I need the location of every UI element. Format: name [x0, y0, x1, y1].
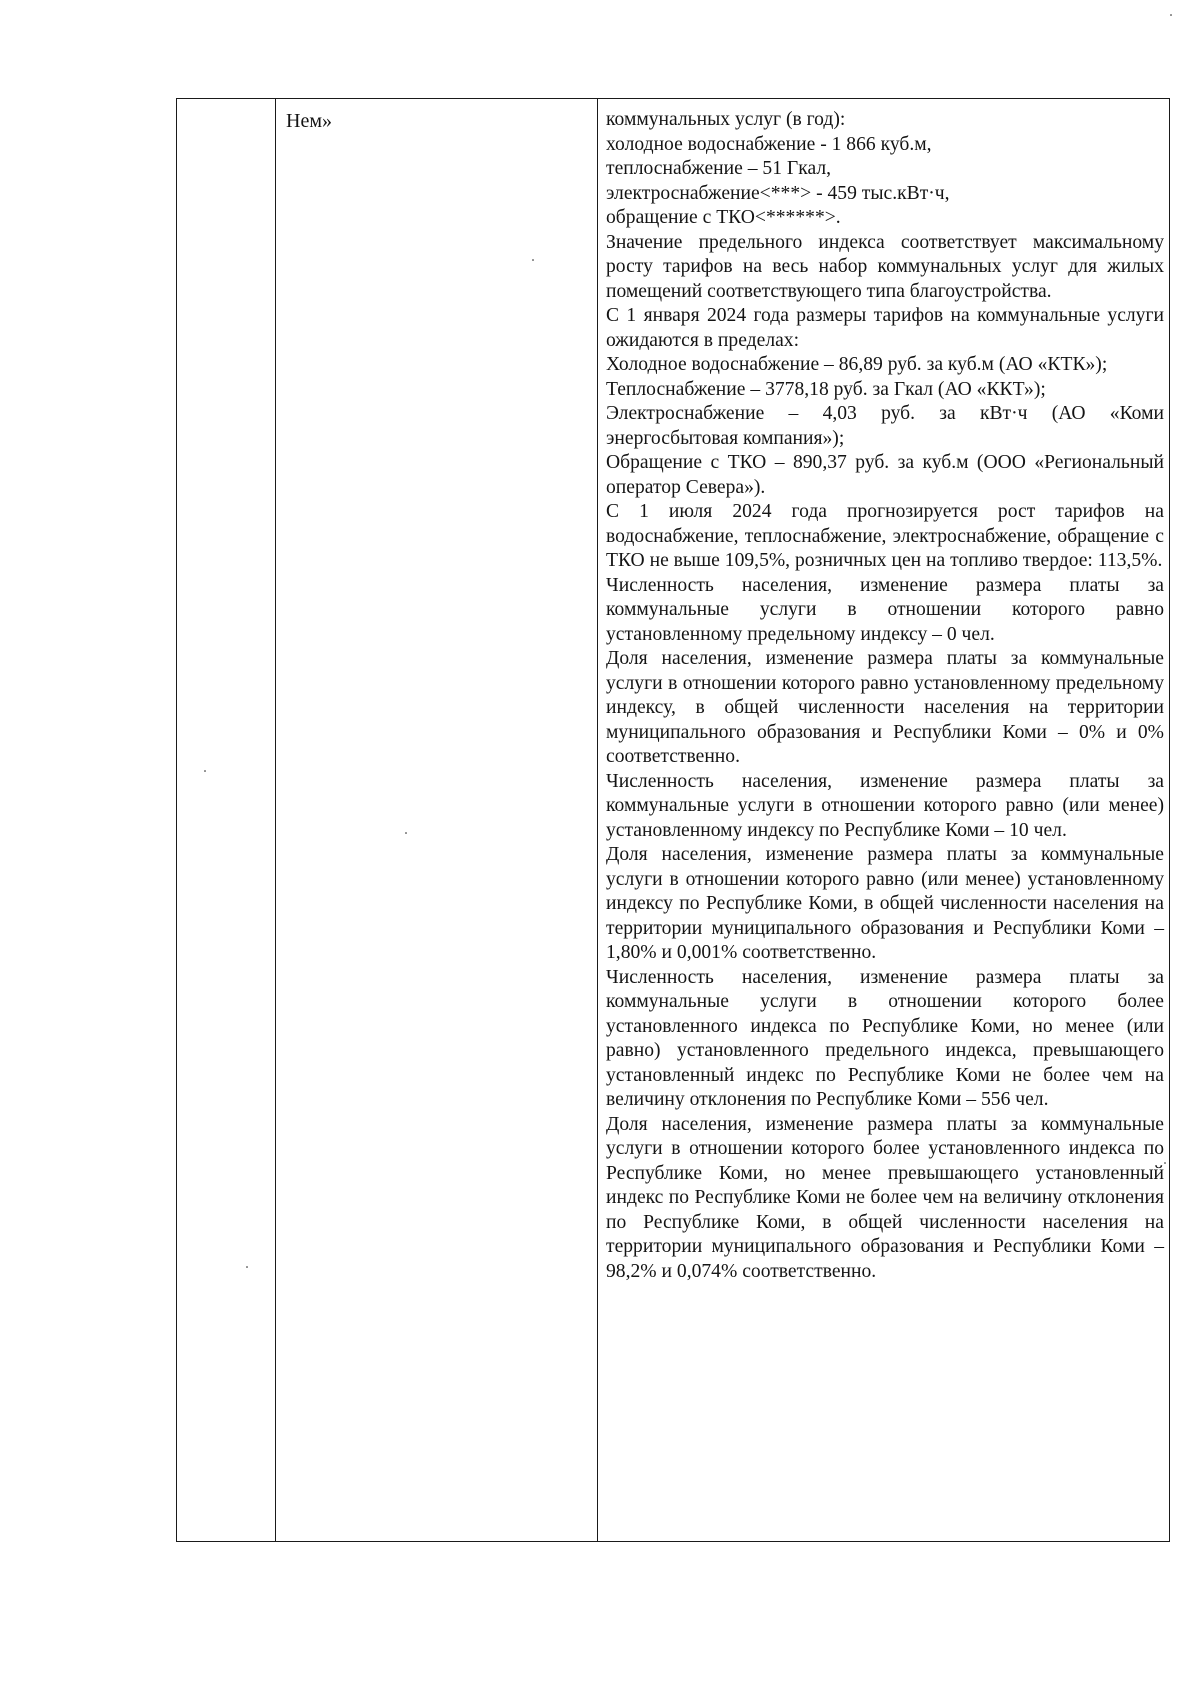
- description-paragraph: Обращение с ТКО – 890,37 руб. за куб.м (ООО «Региональный оператор Севера»).: [606, 452, 1164, 498]
- intro-line: обращение с ТКО<******>.: [606, 207, 841, 228]
- tariff-table: [176, 98, 1170, 1542]
- description-cell: [606, 108, 1164, 1284]
- intro-line: электроснабжение<***> - 459 тыс.кВт·ч,: [606, 182, 950, 204]
- description-paragraph: Численность населения, изменение размера платы за коммунальные услуги в отношении которого более установленного индекса по Республике Коми, но менее (или равно) установленного предельного индекса, превышающего установленный индекс по Республике Коми не более чем на величину отклонения по Республике Коми – 556 чел.: [606, 966, 1164, 1110]
- description-paragraph: Численность населения, изменение размера платы за коммунальные услуги в отношении которого равно (или менее) установленному индексу по Республике Коми – 10 чел.: [606, 770, 1164, 841]
- description-paragraph: Холодное водоснабжение – 86,89 руб. за куб.м (АО «КТК»);: [606, 354, 1108, 375]
- description-paragraph: Значение предельного индекса соответствует максимальному росту тарифов на весь набор коммунальных услуг для жилых помещений соответствующего типа благоустройства.: [606, 231, 1164, 302]
- intro-line: холодное водоснабжение - 1 866 куб.м,: [606, 133, 932, 155]
- description-paragraph: Доля населения, изменение размера платы за коммунальные услуги в отношении которого равно установленному предельному индексу, в общей численности населения на территории муниципального образования и Республики Коми – 0% и 0% соответственно.: [606, 648, 1164, 767]
- description-paragraph: Доля населения, изменение размера платы за коммунальные услуги в отношении которого более установленного индекса по Республике Коми, но менее превышающего установленный индекс по Республике Коми не более чем на величину отклонения по Республике Коми, в общей численности населения на территории муниципального образования и Республики Коми – 98,2% и 0,074% соответственно.: [606, 1113, 1164, 1282]
- description-paragraph: С 1 января 2024 года размеры тарифов на коммунальные услуги ожидаются в пределах:: [606, 305, 1164, 351]
- intro-line: теплоснабжение – 51 Гкал,: [606, 158, 831, 179]
- intro-line: коммунальных услуг (в год):: [606, 109, 846, 130]
- description-paragraph: Электроснабжение – 4,03 руб. за кВт·ч (АО «Коми энергосбытовая компания»);: [606, 403, 1164, 449]
- description-paragraph: Теплоснабжение – 3778,18 руб. за Гкал (АО «ККТ»);: [606, 378, 1046, 400]
- column-divider: [275, 99, 276, 1541]
- scan-speck: [1170, 14, 1172, 16]
- description-paragraph: Доля населения, изменение размера платы за коммунальные услуги в отношении которого равно (или менее) установленному индексу по Республике Коми, в общей численности населения на территории муниципального образования и Республики Коми – 1,80% и 0,001% соответственно.: [606, 844, 1164, 963]
- description-paragraph: Численность населения, изменение размера платы за коммунальные услуги в отношении которого равно установленному предельному индексу – 0 чел.: [606, 574, 1164, 645]
- column-divider: [597, 99, 598, 1541]
- municipality-name-cell: Нем»: [286, 110, 332, 132]
- description-paragraph: С 1 июля 2024 года прогнозируется рост тарифов на водоснабжение, теплоснабжение, электроснабжение, обращение с ТКО не выше 109,5%, розничных цен на топливо твердое: 113,5%.: [606, 501, 1164, 571]
